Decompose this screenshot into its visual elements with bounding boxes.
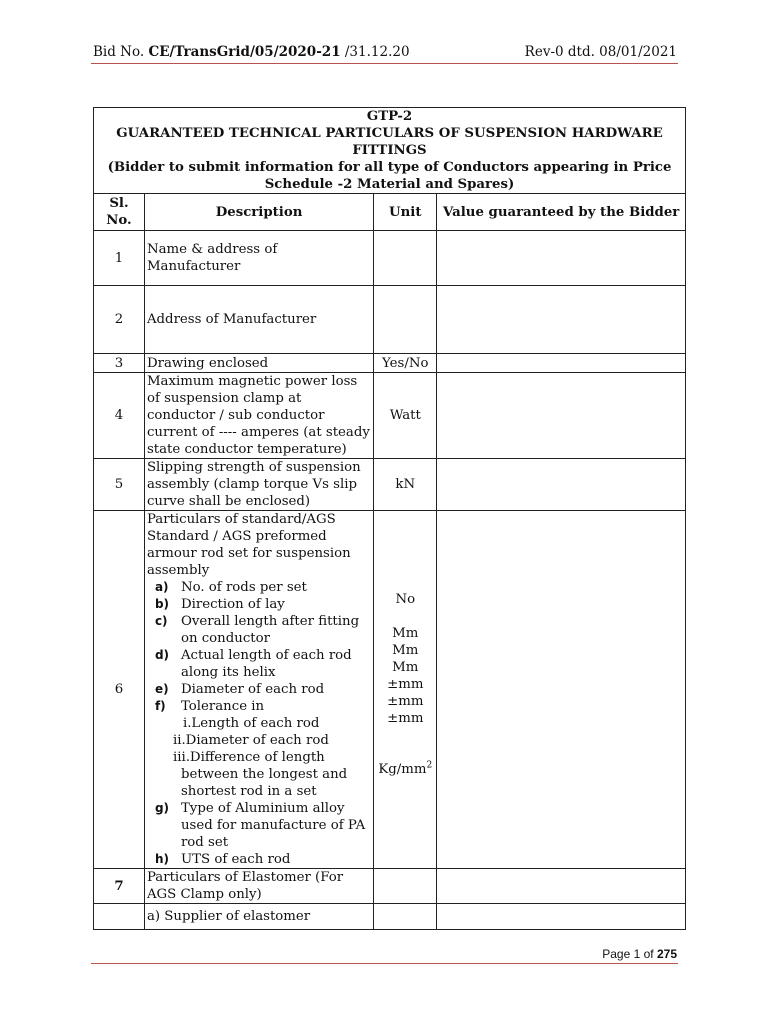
table-row	[94, 286, 686, 354]
row-value-cell[interactable]	[437, 286, 686, 354]
gtp-table	[93, 107, 686, 930]
table-row	[94, 904, 686, 930]
revision-text: Rev-0 dtd. 08/01/2021	[524, 44, 677, 60]
table-title-row	[94, 108, 686, 194]
row-desc: a) Supplier of elastomer	[144, 904, 373, 930]
row-unit: kN	[374, 459, 437, 511]
row-sl: 4	[94, 373, 145, 459]
bid-prefix: Bid No.	[93, 44, 149, 60]
table-title	[94, 108, 686, 194]
row-value-cell[interactable]	[437, 373, 686, 459]
unit-value: Mm	[392, 626, 419, 641]
unit-value: ±mm	[387, 694, 424, 709]
row-unit	[374, 231, 437, 286]
bid-number: CE/TransGrid/05/2020-21	[148, 44, 341, 60]
row-sl: 7	[94, 869, 145, 904]
footer-rule	[91, 963, 678, 964]
row-desc: Slipping strength of suspension assembly (clamp torque Vs slip curve shall be enclosed)	[144, 459, 373, 511]
row-unit	[374, 869, 437, 904]
table-row	[94, 354, 686, 373]
row-sl: 1	[94, 231, 145, 286]
row-value-cell[interactable]	[437, 904, 686, 930]
page-number: Page 1 of 275	[602, 947, 677, 961]
tolerance-item: ii.Diameter of each rod	[172, 733, 329, 748]
title-line: GTP-2	[366, 109, 413, 124]
row6-units	[374, 511, 437, 869]
row-unit: Watt	[374, 373, 437, 459]
list-item: a) No. of rods per set	[154, 580, 307, 595]
row-unit	[374, 286, 437, 354]
list-item: c) Overall length after fitting on conductor	[154, 614, 360, 646]
row-sl: 6	[94, 511, 145, 869]
list-item: f) Tolerance in i.Length of each rod ii.Diameter of each rod iii.Difference of length between the longest and shortest rod in a set	[147, 698, 371, 800]
title-line: GUARANTEED TECHNICAL PARTICULARS OF SUSPENSION HARDWARE FITTINGS	[116, 126, 663, 158]
list-item: d) Actual length of each rod along its helix	[154, 648, 352, 680]
title-line: Schedule -2 Material and Spares)	[264, 177, 515, 192]
tolerance-item: iii.Difference of length between the longest and shortest rod in a set	[172, 750, 348, 799]
unit-value: Mm	[392, 660, 419, 675]
row-desc: Particulars of Elastomer (For AGS Clamp only)	[144, 869, 373, 904]
row-sl: 2	[94, 286, 145, 354]
row-sl	[94, 904, 145, 930]
title-line: (Bidder to submit information for all type of Conductors appearing in Price	[107, 160, 672, 175]
col-header-description: Description	[144, 194, 373, 231]
row-desc: Drawing enclosed	[144, 354, 373, 373]
unit-value: $Kg/mm^2$	[378, 760, 433, 777]
table-row	[94, 869, 686, 904]
list-item: e) Diameter of each rod	[154, 682, 325, 697]
bid-date: /31.12.20	[340, 44, 410, 60]
list-item: g) Type of Aluminium alloy used for manufacture of PA rod set	[154, 801, 366, 850]
page-header	[93, 44, 677, 62]
header-rule	[91, 63, 678, 64]
table-row	[94, 459, 686, 511]
row-desc	[144, 511, 373, 869]
table-row	[94, 511, 686, 869]
col-header-sl: Sl. No.	[94, 194, 145, 231]
tolerance-item: i.Length of each rod	[182, 716, 320, 731]
row-desc: Maximum magnetic power loss of suspension clamp at conductor / sub conductor current of ---- amperes (at steady state conductor temperature)	[144, 373, 373, 459]
col-header-unit: Unit	[374, 194, 437, 231]
row-value-cell[interactable]	[437, 869, 686, 904]
row-unit: Yes/No	[374, 354, 437, 373]
row-value-cell[interactable]	[437, 231, 686, 286]
row6-intro: Particulars of standard/AGS Standard / AGS preformed armour rod set for suspension assembly	[146, 512, 351, 578]
unit-value: No	[395, 592, 416, 607]
list-item: h) UTS of each rod	[154, 852, 291, 867]
row-value-cell[interactable]	[437, 459, 686, 511]
list-item: b) Direction of lay	[154, 597, 285, 612]
row-value-cell[interactable]	[437, 354, 686, 373]
table-row	[94, 373, 686, 459]
unit-value: ±mm	[387, 677, 424, 692]
row-unit	[374, 904, 437, 930]
bid-number-line	[93, 44, 410, 60]
row-desc: Address of Manufacturer	[144, 286, 373, 354]
unit-value: Mm	[392, 643, 419, 658]
row-sl: 5	[94, 459, 145, 511]
unit-value: ±mm	[387, 711, 424, 726]
col-header-value: Value guaranteed by the Bidder	[437, 194, 686, 231]
row-sl: 3	[94, 354, 145, 373]
column-header-row	[94, 194, 686, 231]
row-value-cell[interactable]	[437, 511, 686, 869]
row-desc: Name & address of Manufacturer	[144, 231, 373, 286]
table-row	[94, 231, 686, 286]
